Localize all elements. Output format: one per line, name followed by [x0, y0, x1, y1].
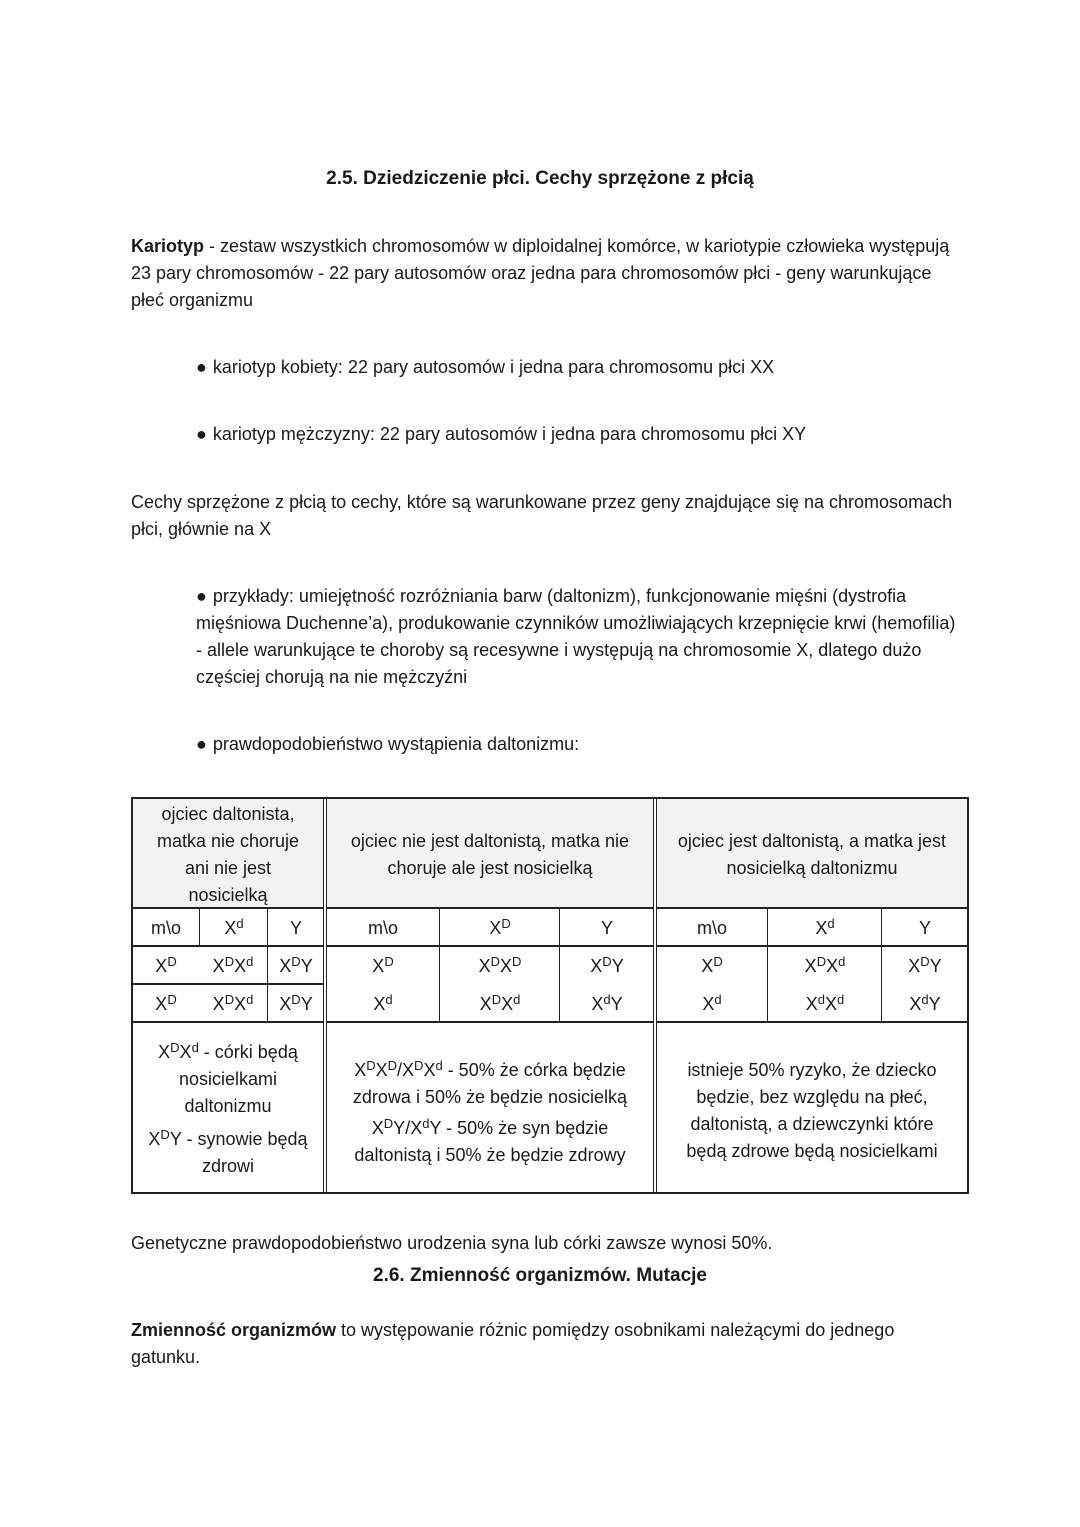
genetic-probability: Genetyczne prawdopodobieństwo urodzenia syna lub córki zawsze wynosi 50%. [131, 1233, 773, 1253]
header-line: nosicielką [188, 885, 268, 905]
column-1-punnett [133, 909, 323, 1026]
header-line: matka nie choruje [156, 831, 300, 851]
table-row [133, 947, 323, 985]
table-cell: $X^DY$ [267, 985, 324, 1021]
table-cell: $X^DX^d$ [439, 985, 560, 1021]
header-line: ojciec daltonista, [161, 804, 295, 824]
table-cell: $X^DY$ [881, 947, 968, 985]
column-3-header [657, 799, 967, 909]
table-row [133, 909, 323, 947]
table-row [657, 947, 967, 985]
table-cell: $X^D$ [439, 909, 560, 945]
column-2-summary: $X^DX^D/X^DX^d - 50\%$ że córka będzie zdrowa i 50% że będzie nosicielką $X^DY/X^dY - 50\%$ że syn będzie daltonistą i 50% że będzie zdrowy [352, 1058, 628, 1165]
column-3-summary: istnieje 50% ryzyko, że dziecko będzie, bez względu na płeć, daltonistą, a dziewczynki które będą zdrowe będą nosicielkami [686, 1060, 938, 1161]
table-cell: $X^DX^d$ [212, 992, 254, 1014]
table-column-2 [327, 799, 653, 1192]
header-line: choruje ale jest nosicielką [387, 858, 593, 878]
bullet-examples [196, 583, 966, 691]
table-cell: m\o [367, 918, 398, 938]
karyotype-term: Kariotyp [131, 236, 205, 256]
table-cell: $X^dY$ [881, 985, 968, 1021]
bullet-male-karyotype [196, 421, 966, 448]
bullet-icon: ● [196, 586, 207, 606]
variability-definition: to występowanie różnic pomiędzy osobnikami należącymi do jednego gatunku. [131, 1320, 895, 1367]
column-2-header [327, 799, 653, 909]
variability-term: Zmienność organizmów [131, 1320, 337, 1340]
table-row [327, 985, 653, 1023]
table-row [657, 909, 967, 947]
table-row [327, 909, 653, 947]
table-row [327, 947, 653, 985]
table-column-3 [657, 799, 967, 1192]
table-cell: $X^dX^d$ [767, 985, 882, 1021]
table-cell: m\o [150, 918, 181, 938]
variability-paragraph [131, 1317, 961, 1371]
table-cell: $X^D$ [372, 954, 394, 976]
section-title-2: 2.6. Zmienność organizmów. Mutacje [373, 1265, 707, 1286]
bullet-icon: ● [196, 734, 207, 754]
punnett-table [131, 797, 969, 1194]
bullet-text: kariotyp kobiety: 22 pary autosomów i jedna para chromosomu płci XX [212, 357, 775, 377]
table-cell: $X^DX^d$ [212, 954, 254, 976]
table-cell: $X^D$ [155, 992, 177, 1014]
karyotype-paragraph [131, 233, 961, 314]
table-cell: $X^D$ [155, 954, 177, 976]
bullet-icon: ● [196, 357, 207, 377]
table-cell: $X^d$ [199, 909, 268, 945]
table-cell: $X^d$ [702, 992, 722, 1014]
bullet-probability [196, 731, 966, 758]
bullet-text: przykłady: umiejętność rozróżniania barw (daltonizm), funkcjonowanie mięśni (dystrofia mięśniowa Duchenne’a), produkowanie czynników umożliwiających krzepnięcie krwi (hemofilia) - allele warunkujące te choroby są recesywne i występują na chromosomie X, dlatego dużo częściej chorują na nie mężczyźni [196, 586, 956, 687]
table-cell: Y [267, 909, 324, 945]
header-line: ani nie jest [184, 858, 272, 878]
header-line: nosicielką daltonizmu [726, 858, 898, 878]
column-1-header [133, 799, 323, 909]
table-column-1 [133, 799, 323, 1192]
table-cell: $X^DX^D$ [439, 947, 560, 985]
table-cell: $X^DY$ [267, 947, 324, 983]
header-line: ojciec jest daltonistą, a matka jest [677, 831, 947, 851]
table-cell: $X^d$ [373, 992, 393, 1014]
table-cell: $X^DY$ [559, 947, 654, 985]
table-row [133, 985, 323, 1023]
bullet-text: kariotyp mężczyzny: 22 pary autosomów i jedna para chromosomu płci XY [212, 424, 807, 444]
table-row [657, 985, 967, 1023]
column-1-summary: $X^DX^d$ - córki będą nosicielkami daltonizmu $X^DY$ - synowie będą zdrowi [148, 1040, 308, 1176]
table-cell: m\o [696, 918, 727, 938]
bullet-female-karyotype [196, 354, 966, 381]
karyotype-definition: - zestaw wszystkich chromosomów w diploidalnej komórce, w kariotypie człowieka występują 23 pary chromosomów - 22 pary autosomów oraz jedna para chromosomów płci - geny warunkujące płeć organizmu [131, 236, 950, 310]
table-cell: Y [881, 909, 968, 945]
table-cell: $X^dY$ [559, 985, 654, 1021]
column-3-punnett [657, 909, 967, 1026]
bullet-text: prawdopodobieństwo wystąpienia daltonizmu: [212, 734, 580, 754]
table-cell: $X^d$ [767, 909, 882, 945]
header-line: ojciec nie jest daltonistą, matka nie [350, 831, 630, 851]
sex-linked-paragraph: Cechy sprzężone z płcią to cechy, które są warunkowane przez geny znajdujące się na chromosomach płci, głównie na X [131, 492, 953, 539]
table-cell: $X^D$ [701, 954, 723, 976]
bullet-icon: ● [196, 424, 207, 444]
table-cell: Y [559, 909, 654, 945]
table-cell: $X^DX^d$ [767, 947, 882, 985]
column-2-punnett [327, 909, 653, 1026]
section-title: 2.5. Dziedziczenie płci. Cechy sprzężone z płcią [326, 168, 754, 189]
